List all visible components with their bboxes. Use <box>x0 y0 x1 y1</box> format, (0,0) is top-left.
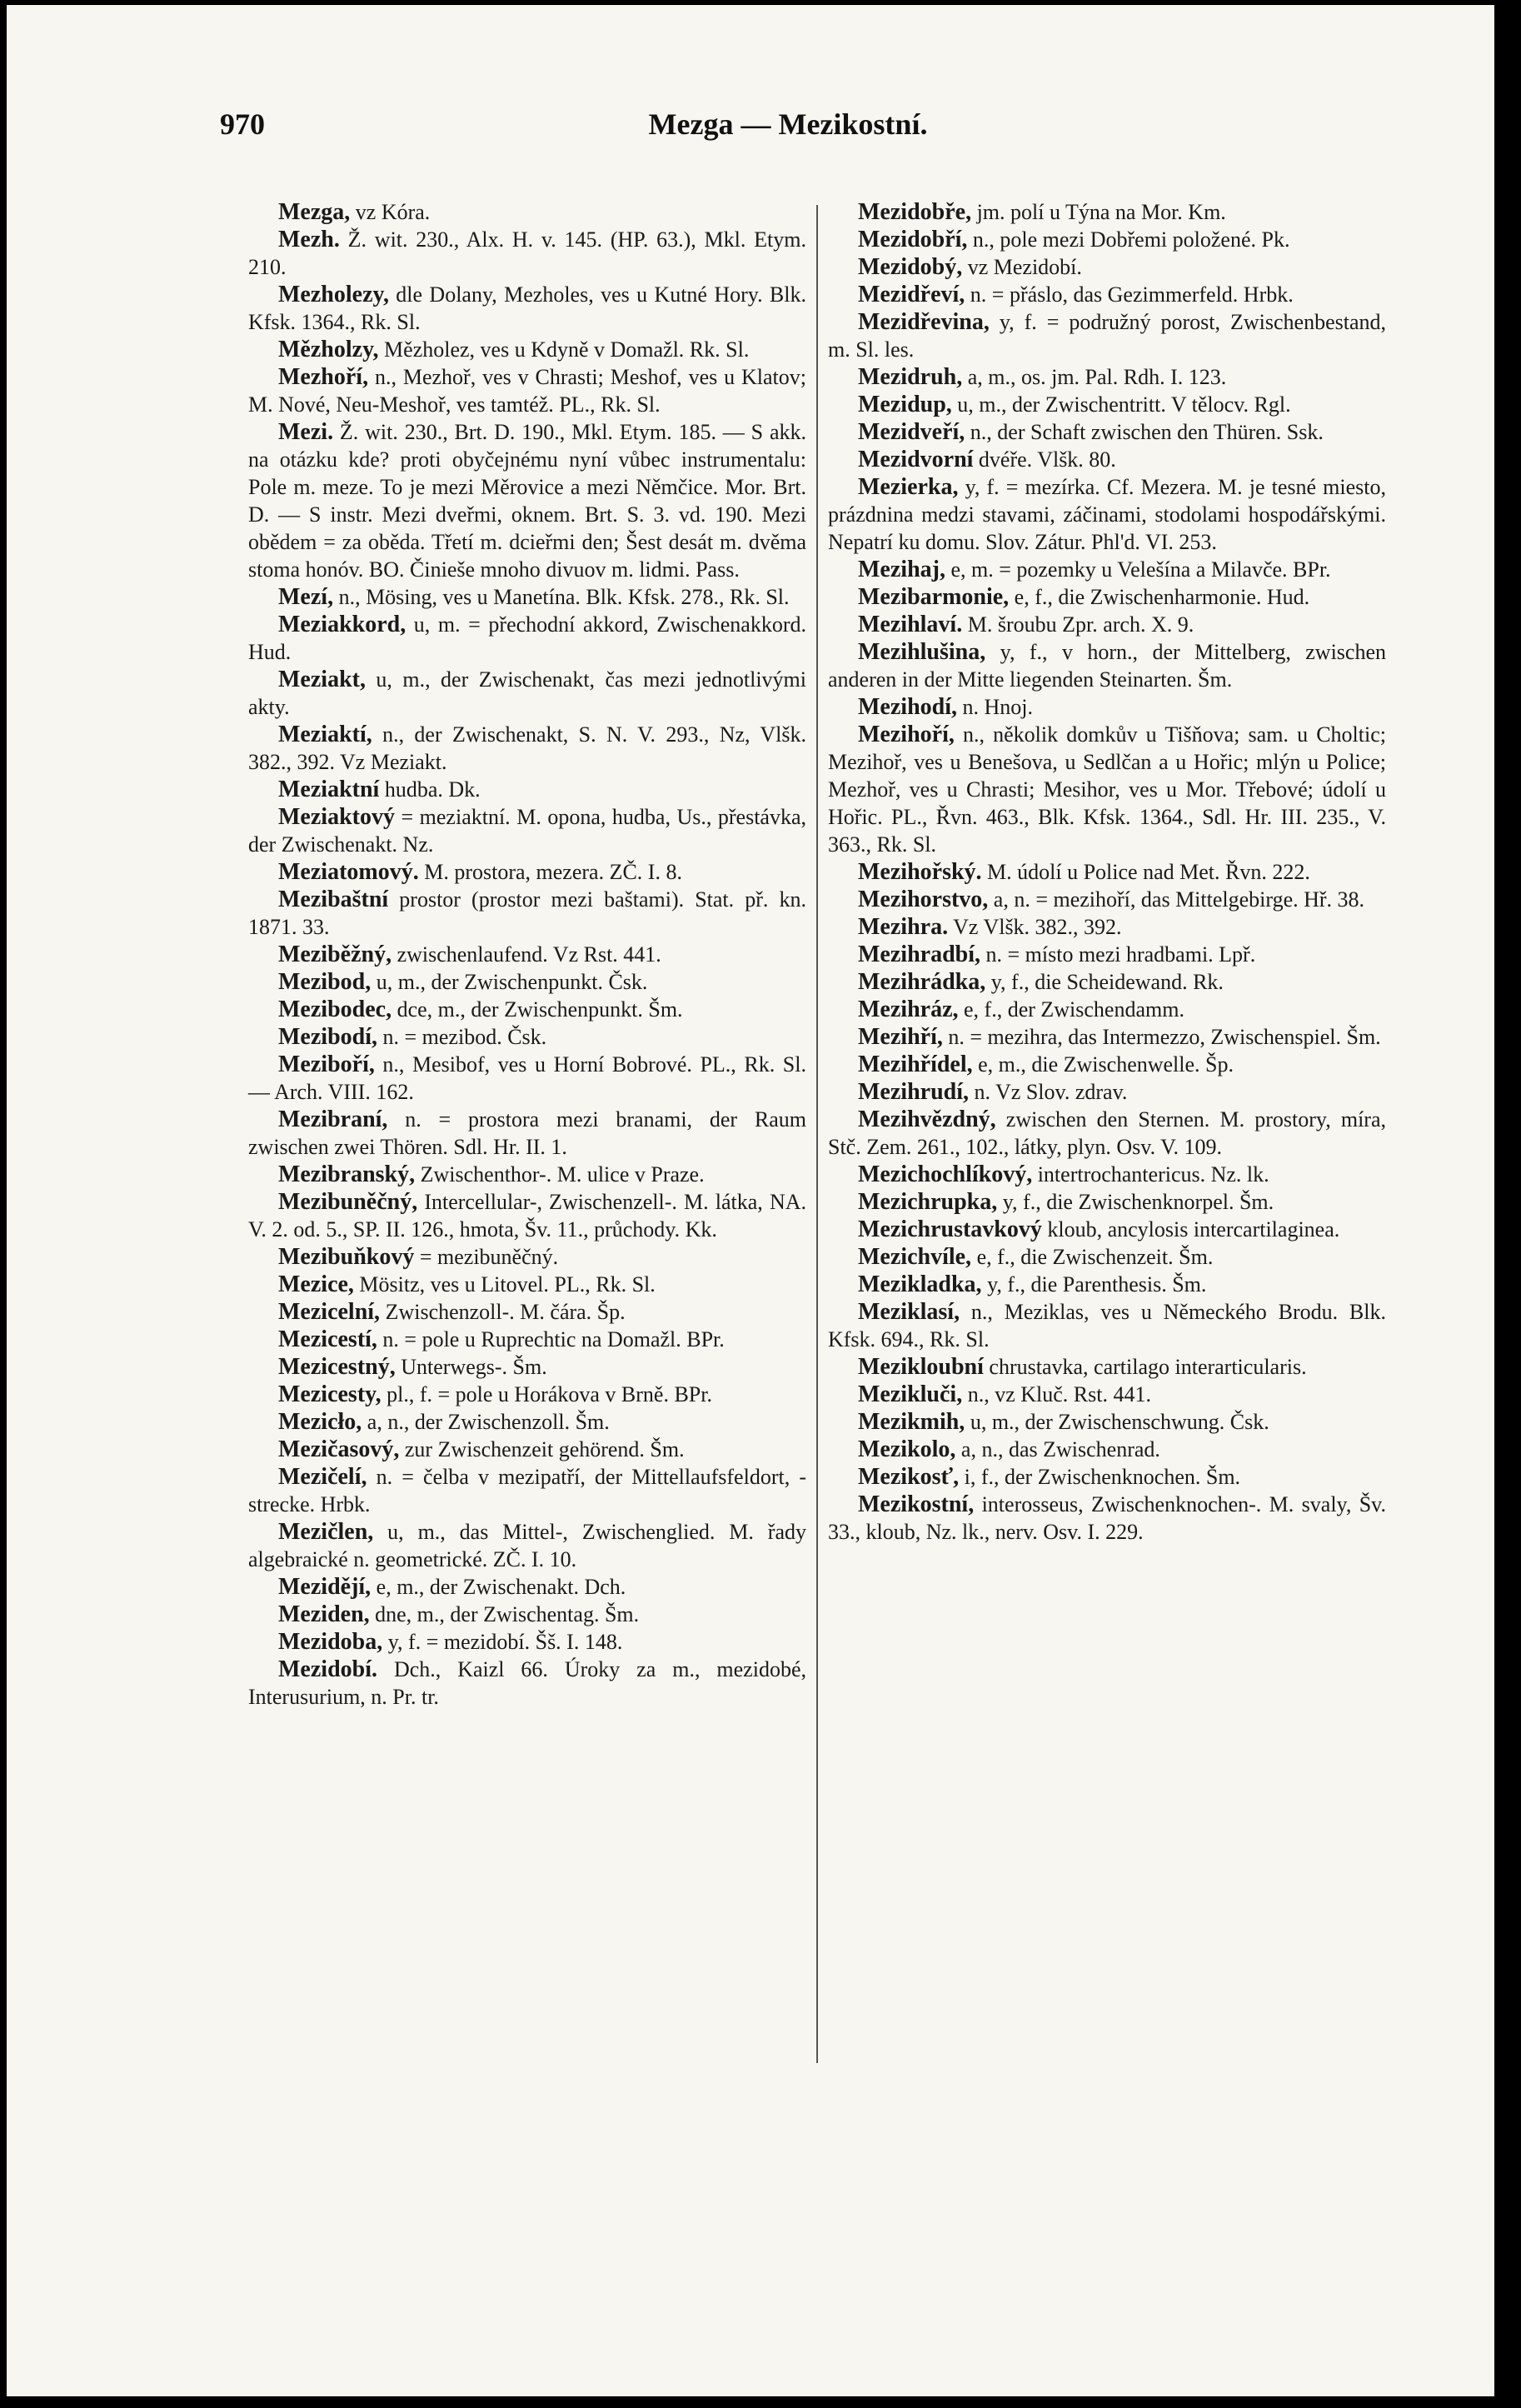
entry-definition: a, n., das Zwischenrad. <box>955 1437 1160 1461</box>
entry-headword: Mezibranský, <box>278 1162 416 1187</box>
entry-definition: n., der Zwischenakt, S. N. V. 293., Nz, Vlšk. 382., 392. Vz Meziakt. <box>248 722 806 774</box>
entry-headword: Mezidobře, <box>858 199 972 225</box>
entry-headword: Mezidup, <box>858 392 952 417</box>
dictionary-entry <box>828 693 1386 721</box>
entry-headword: Mezikloubní <box>858 1354 984 1380</box>
entry-headword: Mezicestí, <box>278 1326 377 1352</box>
dictionary-entry <box>248 583 806 611</box>
entry-headword: Mezidobí. <box>278 1656 377 1682</box>
dictionary-entry <box>828 858 1386 886</box>
entry-definition: e, m., der Zwischenakt. Dch. <box>371 1575 626 1599</box>
entry-definition: Intercellular-, Zwischenzell-. M. látka, NA. V. 2. od. 5., SP. II. 126., hmota, Šv. 11., průchody. Kk. <box>248 1190 806 1241</box>
entry-headword: Mezihří, <box>858 1024 943 1050</box>
dictionary-entry <box>828 611 1386 638</box>
dictionary-entry <box>828 1051 1386 1078</box>
entry-definition: Dch., Kaizl 66. Úroky za m., mezidobé, Interusurium, n. Pr. tr. <box>248 1657 806 1709</box>
entry-definition: y, f., die Zwischenknorpel. Šm. <box>997 1190 1274 1214</box>
entry-headword: Mezice, <box>278 1271 354 1297</box>
entry-headword: Mezikosť, <box>858 1464 960 1490</box>
entry-headword: Mezihoří, <box>858 722 955 747</box>
dictionary-entry <box>248 858 806 886</box>
dictionary-entry <box>828 886 1386 913</box>
entry-definition: n., Mesibof, ves u Horní Bobrové. PL., Rk. Sl. — Arch. VIII. 162. <box>248 1052 806 1104</box>
entry-definition: pl., f. = pole u Horákova v Brně. BPr. <box>381 1382 712 1406</box>
entry-headword: Meziklasí, <box>858 1299 960 1325</box>
dictionary-entry <box>828 391 1386 418</box>
entry-definition: dne, m., der Zwischentag. Šm. <box>369 1602 640 1626</box>
entry-headword: Meziaktní <box>278 777 380 802</box>
entry-headword: Mezikostní, <box>858 1491 975 1517</box>
dictionary-entry <box>248 1106 806 1161</box>
entry-definition: n., Mösing, ves u Manetína. Blk. Kfsk. 278., Rk. Sl. <box>333 585 790 609</box>
entry-headword: Mezichrupka, <box>858 1189 998 1215</box>
dictionary-entry <box>248 1023 806 1051</box>
entry-headword: Meziakt, <box>278 667 366 692</box>
dictionary-entry <box>248 1408 806 1436</box>
left-column <box>248 198 806 1711</box>
entry-definition: Mösitz, ves u Litovel. PL., Rk. Sl. <box>353 1272 656 1296</box>
entry-headword: Mezibodec, <box>278 997 392 1022</box>
entry-headword: Mezholezy, <box>278 282 389 307</box>
dictionary-entry <box>248 281 806 336</box>
entry-headword: Meziboří, <box>278 1052 375 1077</box>
entry-definition: n., pole mezi Dobřemi položené. Pk. <box>967 227 1290 252</box>
page-number: 970 <box>220 107 265 141</box>
dictionary-entry <box>828 1078 1386 1106</box>
dictionary-entry <box>828 1353 1386 1381</box>
entry-definition: y, f. = mezidobí. Šš. I. 148. <box>382 1630 623 1654</box>
dictionary-entry <box>248 1161 806 1188</box>
entry-definition: e, f., die Zwischenzeit. Šm. <box>971 1245 1214 1269</box>
entry-headword: Mezierka, <box>858 474 959 500</box>
entry-headword: Mezičelí, <box>278 1464 367 1490</box>
dictionary-entry <box>248 611 806 666</box>
entry-definition: y, f. = podružný porost, Zwischenbestand, m. Sl. les. <box>828 310 1386 362</box>
entry-headword: Mezihodí, <box>858 694 957 720</box>
entry-definition: n. Hnoj. <box>957 695 1033 719</box>
entry-definition: u, m., der Zwischenschwung. Čsk. <box>965 1410 1269 1434</box>
entry-headword: Mezibod, <box>278 969 372 995</box>
entry-definition: Zwischenthor-. M. ulice v Praze. <box>415 1162 705 1187</box>
entry-definition: n., Mezhoř, ves v Chrasti; Meshof, ves u Klatov; M. Nové, Neu-Meshoř, ves tamtéž. PL., Rk. Sl. <box>248 365 806 417</box>
dictionary-entry <box>248 886 806 941</box>
dictionary-entry <box>248 1243 806 1271</box>
entry-definition: n. = prostora mezi branami, der Raum zwischen zwei Thören. Sdl. Hr. II. 1. <box>248 1107 806 1159</box>
dictionary-entry <box>828 1436 1386 1463</box>
dictionary-entry <box>828 198 1386 226</box>
entry-headword: Mezga, <box>278 199 351 225</box>
entry-headword: Meziakkord, <box>278 612 406 637</box>
entry-headword: Mezicelní, <box>278 1299 381 1325</box>
entry-definition: i, f., der Zwischenknochen. Šm. <box>959 1465 1241 1489</box>
entry-definition: intertrochantericus. Nz. lk. <box>1032 1162 1269 1187</box>
right-column <box>828 198 1386 1546</box>
entry-definition: y, f., die Parenthesis. Šm. <box>981 1272 1207 1296</box>
entry-definition: y, f., die Scheidewand. Rk. <box>985 970 1224 994</box>
dictionary-entry <box>828 253 1386 281</box>
entry-definition: a, n., der Zwischenzoll. Šm. <box>362 1410 610 1434</box>
entry-headword: Meziběžný, <box>278 942 392 967</box>
entry-definition: y, f. = mezírka. Cf. Mezera. M. je tesné miesto, prázdnina medzi stavami, záčinami, stodolami hospodářskými. Nepatrí ku domu. Slov. Zátur. Phl'd. VI. 253. <box>828 475 1386 554</box>
dictionary-entry <box>828 308 1386 363</box>
entry-definition: Ž. wit. 230., Alx. H. v. 145. (HP. 63.), Mkl. Etym. 210. <box>248 227 806 279</box>
dictionary-entry <box>828 1381 1386 1408</box>
entry-headword: Mezi. <box>278 419 334 445</box>
entry-definition: M. prostora, mezera. ZČ. I. 8. <box>418 860 682 884</box>
entry-definition: n. = přáslo, das Gezimmerfeld. Hrbk. <box>965 282 1294 307</box>
entry-headword: Meziaktí, <box>278 722 372 747</box>
dictionary-entry <box>828 968 1386 996</box>
dictionary-entry <box>248 1298 806 1326</box>
entry-definition: n. = místo mezi hradbami. Lpř. <box>980 942 1256 967</box>
running-title: Mezga — Mezikostní. <box>648 107 928 141</box>
entry-headword: Mezh. <box>278 227 340 252</box>
entry-headword: Mezichrustavkový <box>858 1216 1042 1242</box>
dictionary-entry <box>248 968 806 996</box>
entry-definition: n. = mezibod. Čsk. <box>377 1025 547 1049</box>
entry-definition: u, m., der Zwischenakt, čas mezi jednotlivými akty. <box>248 667 806 719</box>
entry-headword: Mezidobý, <box>858 254 963 280</box>
dictionary-entry <box>828 1271 1386 1298</box>
entry-definition: vz Mezidobí. <box>962 255 1082 279</box>
entry-headword: Mezicło, <box>278 1409 362 1435</box>
dictionary-entry <box>828 556 1386 583</box>
entry-definition: n., několik domkův u Tišňova; sam. u Choltic; Mezihoř, ves u Benešova, u Sedlčan a u Hořic; mlýn u Police; Mezhoř, ves u Chrasti; Mesihor, ves u Mor. Třebové; údolí u Hořic. PL., Řvn. 463., Blk. Kfsk. 1364., Sdl. Hr. III. 235., V. 363., Rk. Sl. <box>828 722 1386 857</box>
entry-headword: Mezicestný, <box>278 1354 396 1380</box>
dictionary-entry <box>828 1491 1386 1546</box>
entry-headword: Mezikladka, <box>858 1271 982 1297</box>
entry-headword: Mezihráz, <box>858 997 959 1022</box>
entry-definition: zwischenlaufend. Vz Rst. 441. <box>391 942 661 967</box>
entry-definition: M. šroubu Zpr. arch. X. 9. <box>962 612 1194 637</box>
entry-headword: Mezihořský. <box>858 859 982 885</box>
entry-headword: Mezihřídel, <box>858 1052 973 1077</box>
dictionary-entry <box>248 363 806 418</box>
entry-definition: kloub, ancylosis intercartilaginea. <box>1041 1217 1340 1241</box>
entry-definition: dvéře. Vlšk. 80. <box>973 447 1116 472</box>
entry-definition: u, m., der Zwischentritt. V tělocv. Rgl. <box>951 392 1291 417</box>
entry-definition: = mezibuněčný. <box>414 1245 559 1269</box>
dictionary-page <box>7 5 1494 2396</box>
entry-headword: Mezicesty, <box>278 1381 381 1407</box>
entry-headword: Mezičlen, <box>278 1519 374 1545</box>
entry-headword: Mězholzy, <box>278 337 379 362</box>
dictionary-entry <box>828 446 1386 473</box>
entry-definition: vz Kóra. <box>350 200 431 224</box>
dictionary-entry <box>248 1601 806 1628</box>
entry-headword: Mezihrudí, <box>858 1079 969 1105</box>
entry-definition: zwischen den Sternen. M. prostory, míra, Stč. Zem. 261., 102., látky, plyn. Osv. V. 109. <box>828 1107 1386 1159</box>
dictionary-entry <box>828 1188 1386 1216</box>
entry-headword: Mezibuněčný, <box>278 1189 418 1215</box>
dictionary-entry <box>828 638 1386 693</box>
dictionary-entry <box>248 226 806 281</box>
dictionary-entry <box>248 1436 806 1463</box>
dictionary-entry <box>248 996 806 1023</box>
entry-headword: Mezihvězdný, <box>858 1107 996 1132</box>
entry-definition: zur Zwischenzeit gehörend. Šm. <box>399 1437 685 1461</box>
entry-headword: Mezihra. <box>858 914 949 940</box>
entry-headword: Mezihlaví. <box>858 612 963 637</box>
entry-headword: Mezidobří, <box>858 227 968 252</box>
dictionary-entry <box>248 1326 806 1353</box>
entry-headword: Mezidvorní <box>858 447 974 472</box>
entry-definition: dle Dolany, Mezholes, ves u Kutné Hory. Blk. Kfsk. 1364., Rk. Sl. <box>248 282 806 334</box>
dictionary-entry <box>828 1106 1386 1161</box>
entry-definition: n. = čelba v mezipatří, der Mittellaufsfeldort, -strecke. Hrbk. <box>248 1465 806 1516</box>
dictionary-entry <box>248 776 806 803</box>
dictionary-entry <box>828 418 1386 446</box>
dictionary-entry <box>248 198 806 226</box>
entry-definition: n., vz Kluč. Rst. 441. <box>962 1382 1151 1406</box>
dictionary-entry <box>248 418 806 583</box>
entry-definition: Vz Vlšk. 382., 392. <box>948 915 1122 939</box>
entry-definition: Unterwegs-. Šm. <box>395 1355 547 1379</box>
entry-headword: Mezhoří, <box>278 364 369 390</box>
entry-headword: Mezidruh, <box>858 364 963 390</box>
dictionary-entry <box>248 1518 806 1573</box>
entry-headword: Mezihaj, <box>858 557 945 582</box>
entry-headword: Mezidřevina, <box>858 309 990 335</box>
entry-headword: Mezihlušina, <box>858 639 986 665</box>
dictionary-entry <box>248 721 806 776</box>
dictionary-entry <box>248 941 806 968</box>
entry-headword: Mezidoba, <box>278 1629 383 1655</box>
entry-definition: e, f., die Zwischenharmonie. Hud. <box>1009 585 1310 609</box>
entry-definition: jm. polí u Týna na Mor. Km. <box>971 200 1226 224</box>
entry-definition: dce, m., der Zwischenpunkt. Šm. <box>391 997 683 1022</box>
dictionary-entry <box>248 1353 806 1381</box>
dictionary-entry <box>248 1051 806 1106</box>
dictionary-entry <box>828 941 1386 968</box>
entry-definition: n., Meziklas, ves u Německého Brodu. Blk. Kfsk. 694., Rk. Sl. <box>828 1300 1386 1351</box>
dictionary-entry <box>828 226 1386 253</box>
entry-headword: Mezibuňkový <box>278 1244 415 1270</box>
dictionary-entry <box>828 1023 1386 1051</box>
dictionary-entry <box>248 1188 806 1243</box>
entry-definition: n. Vz Slov. zdrav. <box>969 1080 1128 1104</box>
dictionary-entry <box>828 1408 1386 1436</box>
entry-headword: Mezihorstvo, <box>858 887 989 912</box>
entry-headword: Mezibodí, <box>278 1024 377 1050</box>
entry-headword: Mezičasový, <box>278 1436 400 1462</box>
entry-definition: u, m., das Mittel-, Zwischenglied. M. řady algebraické n. geometrické. ZČ. I. 10. <box>248 1520 806 1571</box>
entry-headword: Meziden, <box>278 1601 370 1627</box>
entry-headword: Mezibarmonie, <box>858 584 1010 610</box>
dictionary-entry <box>828 996 1386 1023</box>
column-divider <box>816 205 818 2063</box>
entry-definition: a, n. = mezihoří, das Mittelgebirge. Hř. 38. <box>988 887 1365 912</box>
entry-headword: Mezikolo, <box>858 1436 956 1462</box>
entry-definition: n. = pole u Ruprechtic na Domažl. BPr. <box>377 1327 725 1351</box>
dictionary-entry <box>828 1243 1386 1271</box>
entry-headword: Mezikmih, <box>858 1409 965 1435</box>
entry-definition: Mězholez, ves u Kdyně v Domažl. Rk. Sl. <box>378 337 750 362</box>
entry-headword: Mezichvíle, <box>858 1244 972 1270</box>
entry-headword: Mezikluči, <box>858 1381 963 1407</box>
dictionary-entry <box>248 1463 806 1518</box>
dictionary-entry <box>828 583 1386 611</box>
entry-definition: Zwischenzoll-. M. čára. Šp. <box>380 1300 626 1324</box>
entry-headword: Mezí, <box>278 584 334 610</box>
entry-definition: e, m. = pozemky u Velešína a Milavče. BPr. <box>945 557 1331 582</box>
entry-definition: M. údolí u Police nad Met. Řvn. 222. <box>981 860 1310 884</box>
entry-definition: chrustavka, cartilago interarticularis. <box>983 1355 1307 1379</box>
entry-definition: prostor (prostor mezi baštami). Stat. př. kn. 1871. 33. <box>248 887 806 939</box>
entry-headword: Mezidějí, <box>278 1574 372 1600</box>
dictionary-entry <box>248 803 806 858</box>
dictionary-entry <box>828 1463 1386 1491</box>
entry-headword: Mezidřeví, <box>858 282 965 307</box>
entry-headword: Mezidveří, <box>858 419 965 445</box>
entry-headword: Mezibaštní <box>278 887 389 912</box>
entry-definition: e, f., der Zwischendamm. <box>958 997 1184 1022</box>
dictionary-entry <box>828 913 1386 941</box>
dictionary-entry <box>248 336 806 363</box>
dictionary-entry <box>248 666 806 721</box>
entry-headword: Mezihradbí, <box>858 942 980 967</box>
dictionary-entry <box>828 281 1386 308</box>
entry-definition: Ž. wit. 230., Brt. D. 190., Mkl. Etym. 185. — S akk. na otázku kde? proti obyčejnému nyní vůbec instrumentalu: Pole m. meze. To je mezi Měrovice a mezi Němčice. Mor. Brt. D. — S instr. Mezi dveřmi, oknem. Brt. S. 3. vd. 190. Mezi obědem = za oběda. Třetí m. dcieřmi den; Šest desát m. dvěma stoma honóv. BO. Činieše mnoho divuov m. lidmi. Pass. <box>248 420 806 582</box>
dictionary-entry <box>828 1161 1386 1188</box>
entry-definition: u, m., der Zwischenpunkt. Čsk. <box>371 970 648 994</box>
entry-definition: u, m. = přechodní akkord, Zwischenakkord. Hud. <box>248 612 806 664</box>
entry-definition: interosseus, Zwischenknochen-. M. svaly, Šv. 33., kloub, Nz. lk., nerv. Osv. I. 229. <box>828 1492 1386 1544</box>
dictionary-entry <box>828 1298 1386 1353</box>
dictionary-entry <box>828 721 1386 858</box>
dictionary-entry <box>248 1573 806 1601</box>
entry-headword: Meziaktový <box>278 804 395 830</box>
entry-headword: Mezibraní, <box>278 1107 388 1132</box>
dictionary-entry <box>828 473 1386 556</box>
dictionary-entry <box>248 1628 806 1656</box>
dictionary-entry <box>828 363 1386 391</box>
entry-headword: Mezihrádka, <box>858 969 986 995</box>
entry-definition: n., der Schaft zwischen den Thüren. Ssk. <box>965 420 1324 444</box>
dictionary-entry <box>248 1656 806 1711</box>
entry-definition: = meziaktní. M. opona, hudba, Us., přestávka, der Zwischenakt. Nz. <box>248 805 806 857</box>
entry-headword: Mezichochlíkový, <box>858 1162 1033 1187</box>
entry-definition: a, m., os. jm. Pal. Rdh. I. 123. <box>962 365 1227 389</box>
dictionary-entry <box>828 1216 1386 1243</box>
entry-definition: e, m., die Zwischenwelle. Šp. <box>972 1052 1234 1077</box>
entry-definition: y, f., v horn., der Mittelberg, zwischen anderen in der Mitte liegenden Steinarten. Šm. <box>828 640 1386 692</box>
entry-definition: hudba. Dk. <box>379 777 481 802</box>
entry-headword: Meziatomový. <box>278 859 419 885</box>
entry-definition: n. = mezihra, das Intermezzo, Zwischenspiel. Šm. <box>942 1025 1381 1049</box>
dictionary-entry <box>248 1381 806 1408</box>
dictionary-entry <box>248 1271 806 1298</box>
